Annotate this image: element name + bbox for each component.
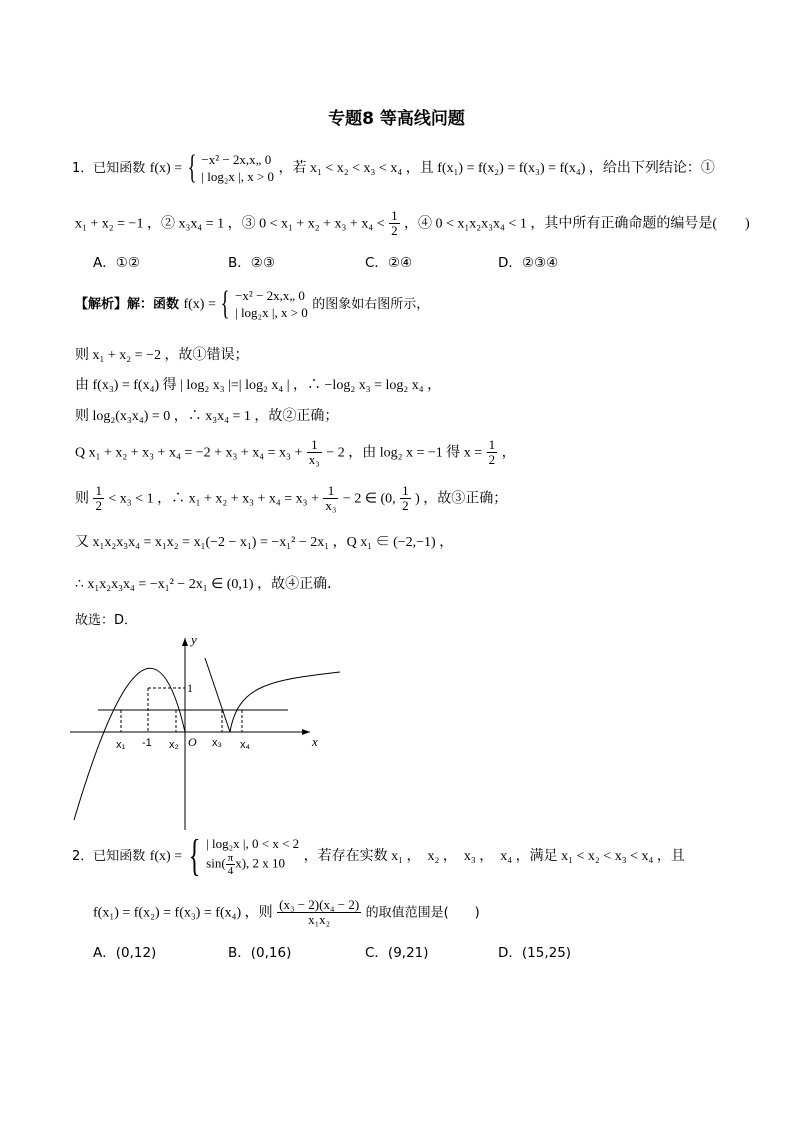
solution-frac-2 — [487, 438, 498, 467]
q1-line-2 — [75, 209, 750, 238]
q2-option-b[interactable]: B．(0,16) — [228, 945, 292, 961]
solution-frac-5-num: 1 — [402, 483, 409, 498]
q2-ratio-num: (x₃ − 2)(x₄ − 2) — [279, 897, 360, 912]
solution-line-3: 则 log₂(x₃x₄) = 0 ，∴ x₃x₄ = 1 ，故②正确； — [75, 409, 339, 424]
q2-line-2b: 的取值范围是( ) — [365, 905, 480, 921]
q2-lead: 2．已知函数 — [72, 849, 146, 864]
q2-ratio-frac — [277, 898, 361, 927]
solution-frac-3-num: 1 — [95, 483, 102, 498]
label-x2: x₂ — [169, 739, 179, 751]
q2-pi-frac — [226, 852, 236, 877]
solution-head — [75, 287, 429, 321]
solution-frac-2-num: 1 — [488, 437, 496, 452]
solution-line-5d: ) ，故③正确； — [415, 491, 508, 507]
solution-case-1: −x² − 2x,x„ 0 — [235, 288, 305, 303]
solution-cases — [235, 287, 308, 321]
q2-fx: f(x) = — [149, 849, 183, 864]
solution-fx: f(x) = — [183, 297, 216, 312]
q2-cases — [206, 835, 299, 877]
q2-case-2 — [206, 852, 299, 877]
q1-fraction-half — [389, 209, 400, 238]
solution-line-5 — [75, 484, 507, 513]
solution-label: 【解析】解：函数 — [75, 297, 180, 312]
q2-line-2 — [93, 898, 480, 927]
solution-line-4 — [75, 438, 516, 467]
q2-ratio-den: x₁x₂ — [308, 912, 331, 927]
q2-case-2-pre: sin( — [206, 855, 226, 871]
q1-brace: { — [187, 149, 197, 186]
function-graph — [70, 630, 350, 830]
solution-line-7: ∴ x₁x₂x₃x₄ = −x₁² − 2x₁ ∈ (0,1) ，故④正确． — [75, 577, 342, 592]
solution-line-5c: − 2 ∈ (0, — [342, 491, 396, 507]
q1-case-1: −x² − 2x,x„ 0 — [201, 152, 272, 167]
q1-option-b[interactable]: B．②③ — [228, 255, 275, 271]
q2-pi-den: 4 — [227, 865, 234, 877]
y-axis-arrow — [182, 638, 188, 646]
solution-line-1: 则 x₁ + x₂ = −2 ，故①错误； — [75, 348, 249, 363]
q1-option-d[interactable]: D．②③④ — [498, 255, 559, 271]
q1-option-c[interactable]: C．②④ — [365, 255, 413, 271]
label-x1: x₁ — [116, 739, 126, 751]
solution-line-4b: − 2 ，由 log₂ x = −1 得 x = — [326, 445, 483, 461]
solution-case-2: | log₂x |, x > 0 — [235, 305, 308, 320]
solution-frac-5 — [400, 484, 411, 513]
q2-option-c[interactable]: C．(9,21) — [365, 945, 429, 961]
label-x3: x₃ — [212, 737, 222, 749]
solution-frac-1 — [307, 438, 322, 467]
q2-line-2a: f(x₁) = f(x₂) = f(x₃) = f(x₄) ，则 — [93, 905, 273, 921]
solution-frac-3 — [93, 484, 104, 513]
solution-line-6: 又 x₁x₂x₃x₄ = x₁x₂ = x₁(−2 − x₁) = −x₁² − 2x₁ ，Q x₁ ∈ (−2,−1) ， — [75, 535, 454, 550]
solution-line-5a: 则 — [75, 491, 89, 507]
solution-frac-4 — [323, 484, 338, 513]
q1-cases — [201, 151, 274, 185]
label-x4: x₄ — [240, 739, 250, 751]
label-minus-one: -1 — [142, 737, 152, 749]
q1-case-2: | log₂x |, x > 0 — [201, 169, 275, 184]
q2-option-d[interactable]: D．(15,25) — [498, 945, 572, 961]
solution-line-4c: ， — [501, 445, 516, 461]
solution-line-2: 由 f(x₃) = f(x₄) 得 | log₂ x₃ |=| log₂ x₄ | ，∴ −log₂ x₃ = log₂ x₄ ， — [75, 378, 442, 393]
q2-line-1 — [72, 831, 685, 880]
solution-brace: { — [220, 285, 230, 322]
q1-frac-den: 2 — [391, 223, 398, 238]
solution-answer: 故选：D． — [75, 613, 138, 628]
solution-frac-5-den: 2 — [402, 498, 409, 513]
solution-line-5b: < x₃ < 1 ，∴ x₁ + x₂ + x₃ + x₄ = x₃ + — [108, 491, 319, 507]
label-one: 1 — [187, 681, 193, 695]
q1-lead: 1．已知函数 — [72, 161, 146, 176]
solution-frac-2-den: 2 — [488, 452, 496, 467]
q2-condition: ，若存在实数 x₁ ， x₂ ， x₃ ， x₄ ，满足 x₁ < x₂ < x₃ < x₄ ，且 — [303, 849, 685, 864]
q2-option-a[interactable]: A．(0,12) — [93, 945, 157, 961]
solution-frac-1-den: x₃ — [308, 452, 320, 467]
q1-fx: f(x) = — [149, 161, 183, 176]
log-right-branch — [230, 672, 340, 732]
solution-frac-1-num: 1 — [307, 438, 322, 453]
q1-frac-num: 1 — [391, 208, 398, 223]
q2-case-1: | log₂x |, 0 < x < 2 — [206, 836, 300, 851]
q1-option-a[interactable]: A．①② — [93, 255, 140, 271]
q2-brace: { — [188, 831, 200, 880]
q1-statements-a: x₁ + x₂ = −1 ，② x₃x₄ = 1 ，③ 0 < x₁ + x₂ + x₃ + x₄ < — [75, 216, 385, 232]
log-left-branch — [205, 658, 230, 732]
page-title: 专题8 等高线问题 — [328, 109, 465, 129]
solution-frac-4-num: 1 — [323, 484, 338, 499]
solution-line-4a: Q x₁ + x₂ + x₃ + x₄ = −2 + x₃ + x₄ = x₃ + — [75, 445, 303, 461]
q2-pi-num: π — [227, 852, 234, 864]
solution-frac-3-den: 2 — [95, 498, 102, 513]
label-origin: O — [188, 735, 197, 749]
x-axis-arrow — [302, 729, 310, 735]
solution-frac-4-den: x₃ — [325, 498, 337, 513]
solution-tail: 的图象如右图所示， — [312, 297, 430, 312]
q1-condition: ，若 x₁ < x₂ < x₃ < x₄ ，且 f(x₁) = f(x₂) = f(x₃) = f(x₄) ，给出下列结论：① — [278, 161, 715, 176]
q1-statements-b: ，④ 0 < x₁x₂x₃x₄ < 1 ，其中所有正确命题的编号是( ) — [404, 216, 750, 232]
x-label: x — [312, 734, 318, 749]
y-label: y — [191, 632, 197, 647]
q1-line-1 — [72, 151, 715, 185]
q2-case-2-post: x), 2 x 10 — [235, 855, 286, 871]
